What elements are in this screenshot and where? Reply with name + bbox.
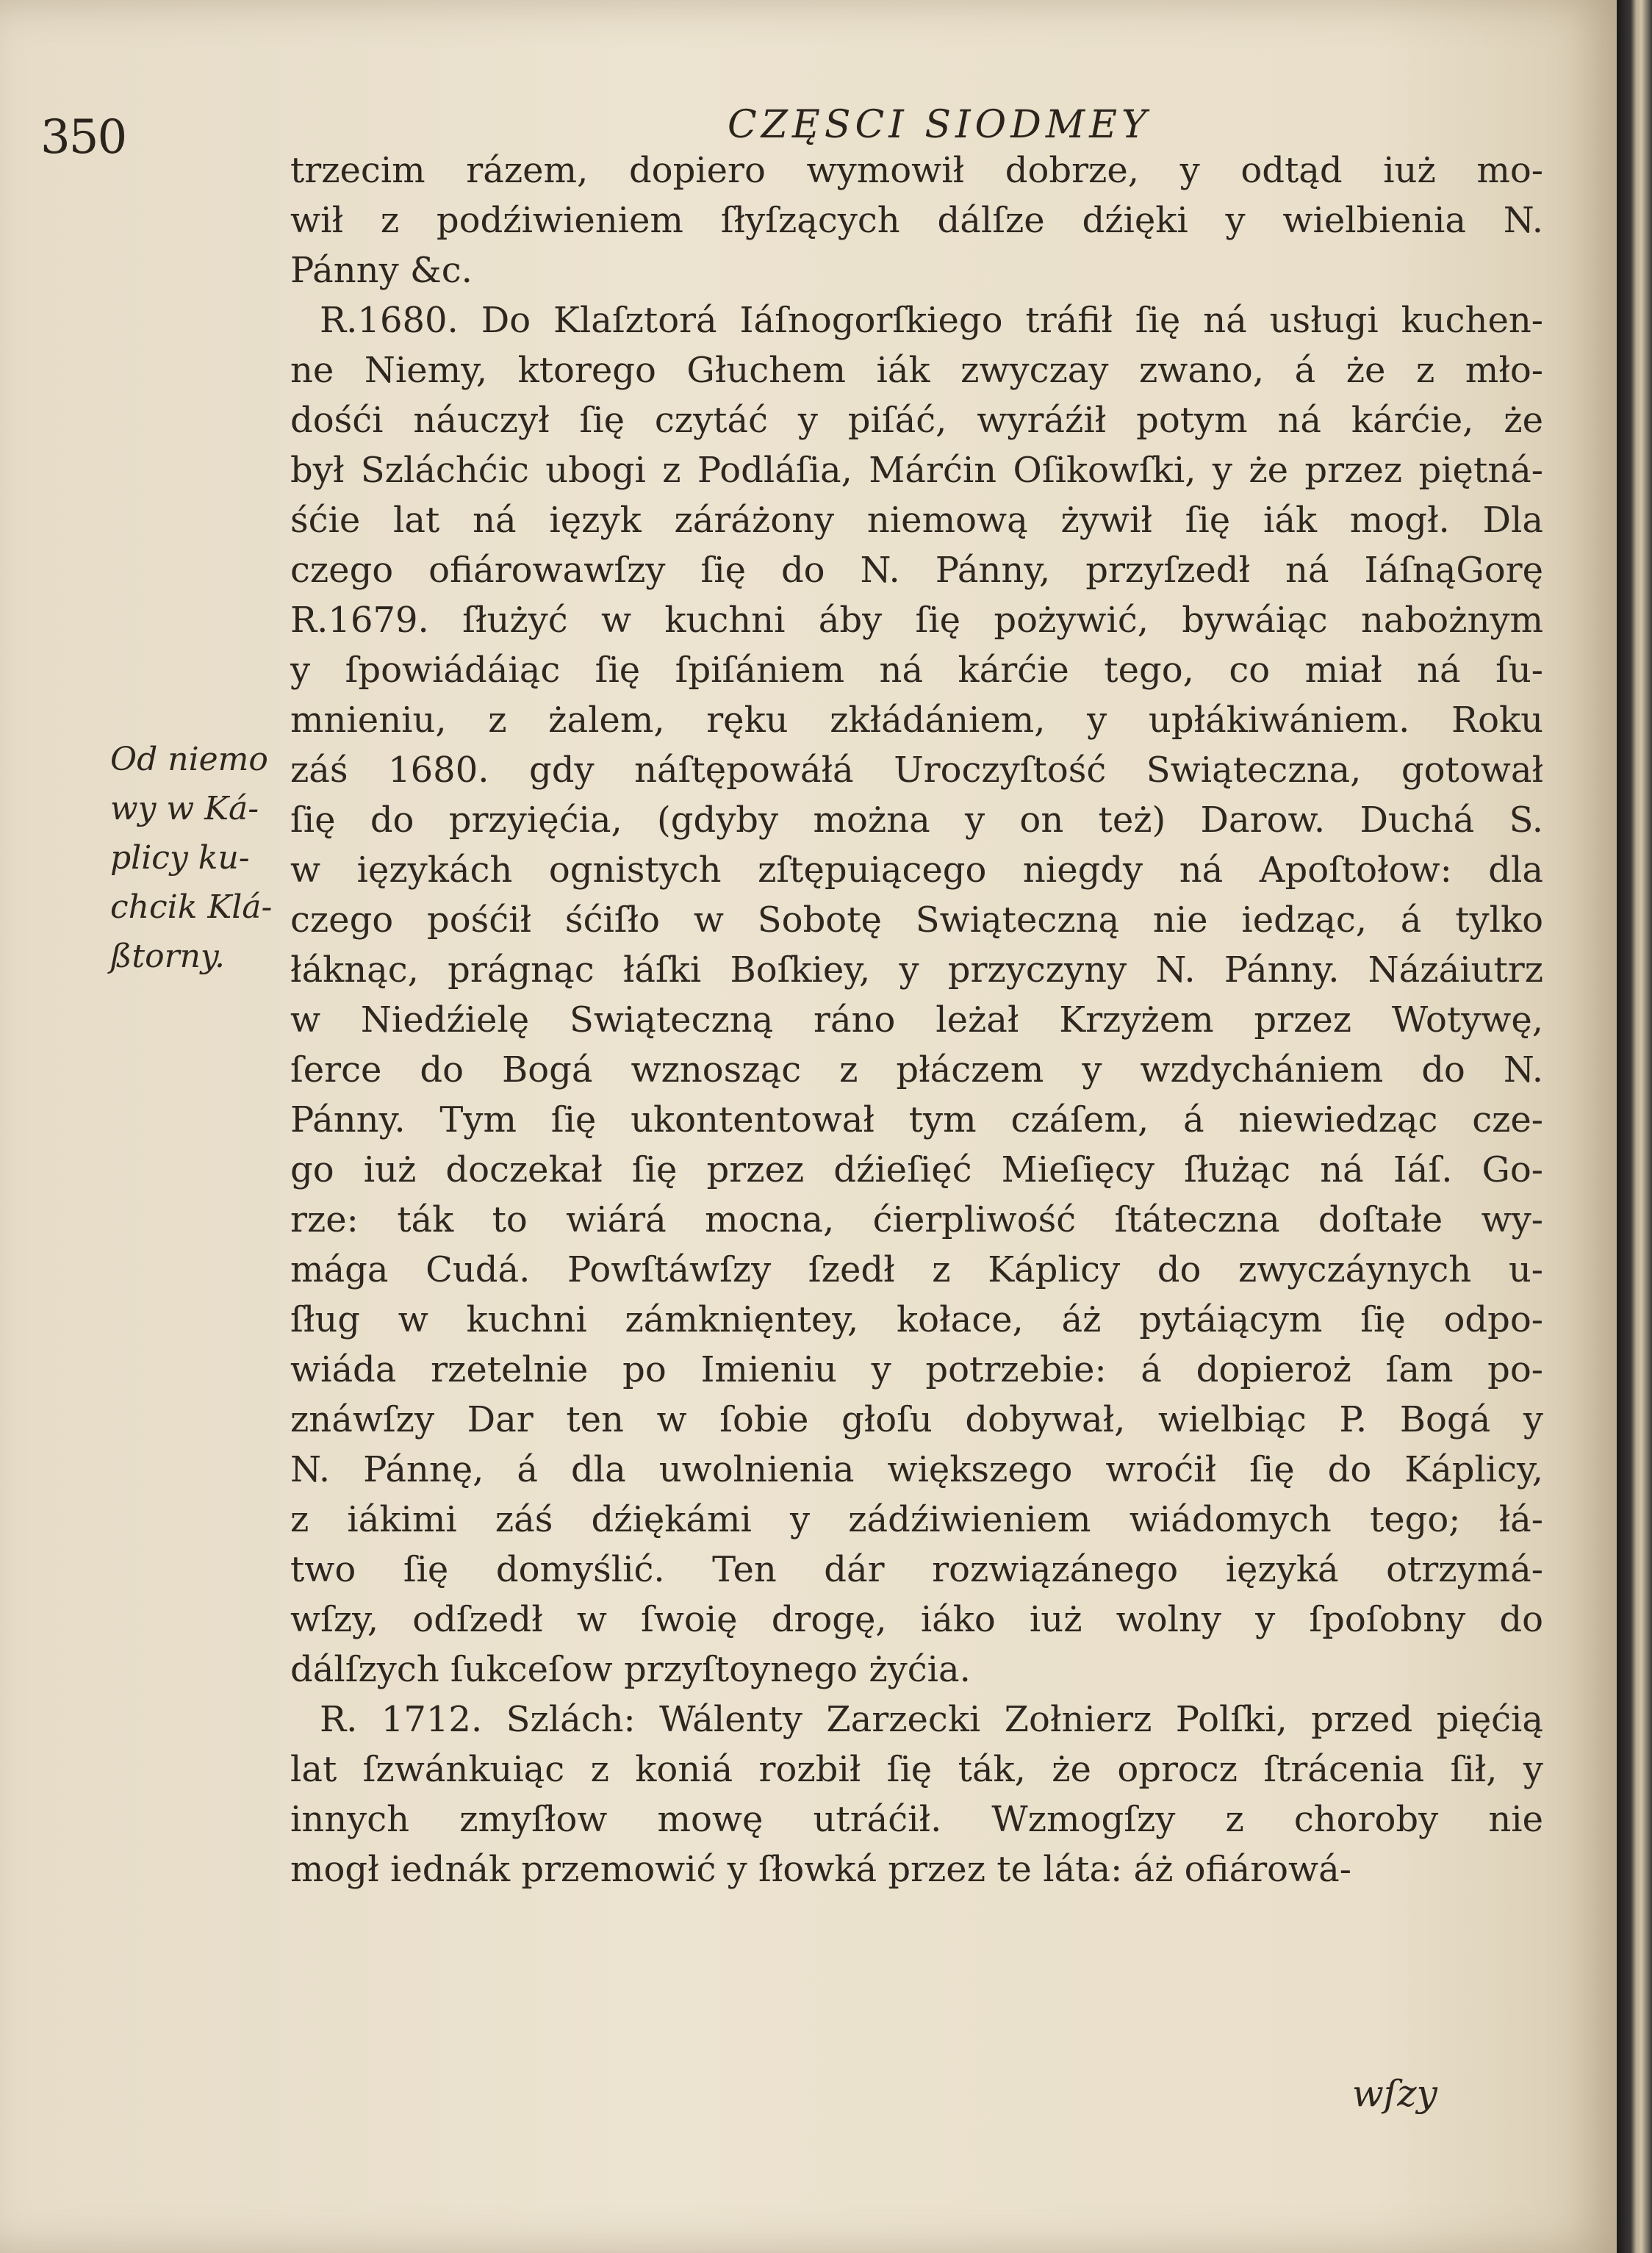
text-line: R.1679. ſłużyć w kuchni áby ſię pożywić, bywáiąc nabożnym xyxy=(290,600,1543,641)
text-line: lat ſzwánkuiąc z koniá rozbił ſię ták, że oprocz ſtrácenia ſił, y xyxy=(290,1749,1543,1790)
text-line: śćie lat ná ięzyk záráżony niemową żywił ſię iák mogł. Dla xyxy=(290,500,1543,541)
margin-note-line: ßtorny. xyxy=(110,938,225,975)
text-line: rze: ták to wiárá mocna, ćierpliwość ſtáteczna doſtałe wy- xyxy=(290,1199,1543,1240)
text-line: mnieniu, z żalem, ręku zkłádániem, y upłákiwániem. Roku xyxy=(290,700,1543,741)
text-line: w ięzykách ognistych zſtępuiącego niegdy ná Apoſtołow: dla xyxy=(290,849,1543,891)
text-line: wſzy, odſzedł w ſwoię drogę, iáko iuż wolny y ſpoſobny do xyxy=(290,1599,1543,1640)
text-line: trzecim rázem, dopiero wymowił dobrze, y odtąd iuż mo- xyxy=(290,150,1543,191)
text-line: two ſię domyślić. Ten dár rozwiązánego ięzyká otrzymá- xyxy=(290,1549,1543,1590)
text-line: Pánny &c. xyxy=(290,250,473,291)
text-line: N. Pánnę, á dla uwolnienia większego wroćił ſię do Káplicy, xyxy=(290,1449,1543,1490)
text-line: z iákimi záś dźiękámi y zádźiwieniem wiádomych tego; łá- xyxy=(290,1499,1543,1540)
text-line: innych zmyſłow mowę utráćił. Wzmogſzy z choroby nie xyxy=(290,1799,1543,1840)
running-head: CZĘSCI SIODMEY xyxy=(728,103,1152,147)
text-line: Pánny. Tym ſię ukontentował tym czáſem, á niewiedząc cze- xyxy=(290,1099,1543,1140)
text-line: dálſzych ſukceſow przyſtoynego żyćia. xyxy=(290,1649,971,1690)
text-line: ſług w kuchni zámknięntey, kołace, áż pytáiącym ſię odpo- xyxy=(290,1299,1543,1340)
text-line: dośći náuczył ſię czytáć y piſáć, wyráźił potym ná kárćie, że xyxy=(290,400,1543,441)
text-line: czego pośćił śćiſło w Sobotę Swiąteczną nie iedząc, á tylko xyxy=(290,899,1543,941)
margin-note-line: Od niemo xyxy=(110,741,268,778)
text-line: ſię do przyięćia, (gdyby można y on też) Darow. Duchá S. xyxy=(290,799,1543,841)
text-line: znáwſzy Dar ten w ſobie głoſu dobywał, wielbiąc P. Bogá y xyxy=(290,1399,1543,1440)
text-line: ne Niemy, ktorego Głuchem iák zwyczay zwano, á że z mło- xyxy=(290,350,1543,391)
margin-note xyxy=(110,735,294,981)
text-line: wiáda rzetelnie po Imieniu y potrzebie: á dopieroż ſam po- xyxy=(290,1349,1543,1390)
text-line: záś 1680. gdy náſtępowáłá Uroczyſtość Swiąteczna, gotował xyxy=(290,750,1543,791)
text-line: ſerce do Bogá wznosząc z płáczem y wzdychániem do N. xyxy=(290,1049,1543,1090)
text-line: mogł iednák przemowić y ſłowká przez te láta: áż ofiárowá- xyxy=(290,1849,1351,1890)
text-line: y ſpowiádáiąc ſię ſpiſániem ná kárćie tego, co miał ná ſu- xyxy=(290,650,1543,691)
text-line: mága Cudá. Powſtáwſzy ſzedł z Káplicy do zwyczáynych u- xyxy=(290,1249,1543,1290)
text-line: czego ofiárowawſzy ſię do N. Pánny, przyſzedł ná IáſnąGorę xyxy=(290,550,1543,591)
text-line: R.1680. Do Klaſztorá Iáſnogorſkiego tráfił ſię ná usługi kuchen- xyxy=(320,300,1543,341)
text-line: łáknąc, prágnąc łáſki Boſkiey, y przyczyny N. Pánny. Názáiutrz xyxy=(290,949,1543,991)
margin-note-line: wy w Ká- xyxy=(110,790,259,827)
body-text xyxy=(290,145,1543,1894)
catchword: wſzy xyxy=(1352,2072,1437,2115)
margin-note-line: chcik Klá- xyxy=(110,888,273,926)
text-line: go iuż doczekał ſię przez dźieſięć Mieſięcy ſłużąc ná Iáſ. Go- xyxy=(290,1149,1543,1190)
text-line: w Niedźielę Swiąteczną ráno leżał Krzyżem przez Wotywę, xyxy=(290,999,1543,1041)
text-line: był Szláchćic ubogi z Podláſia, Márćin Oſikowſki, y że przez piętná- xyxy=(290,450,1543,491)
text-line: wił z podźiwieniem ſłyſzących dálſze dźięki y wielbienia N. xyxy=(290,200,1543,241)
margin-note-line: plicy ku- xyxy=(110,839,250,877)
page-edge-shadow xyxy=(1617,0,1652,2253)
page-number: 350 xyxy=(40,110,126,165)
text-line: R. 1712. Szlách: Wálenty Zarzecki Zołnierz Polſki, przed pięćią xyxy=(320,1699,1543,1740)
